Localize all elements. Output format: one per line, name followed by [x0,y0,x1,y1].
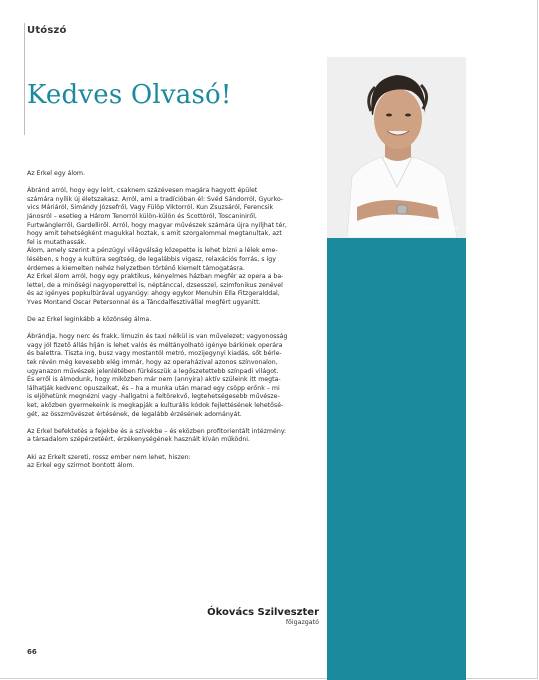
paragraph: Az Erkel egy álom. [27,170,85,177]
signature-block [207,607,319,626]
signature-role: főigazgató [285,619,319,626]
portrait-photo-icon [327,57,466,238]
paragraph: Ábránd arról, hogy egy leírt, csaknem százévesen magára hagyott épület számára nyílik új életszakasz. Arról, ami a tradícióban él: Svéd Sándorról, Gyurko- vics Máriáról, Simándy Józsefről, Vagy Fülöp Viktorról, Kun Zsuzsáról, Ferencsik Jánosról – esetleg a Három Tenorról külön-külön és Scottóról, Toscaniniről, Furtwänglerről, Gardelliről. Arról, hogy magyar művészek számára újra nyíljhat tér, hogy amit tehetségként magukkal hoztak, s amit szorgalommal megtanultak, azt fel is mutathassák. Álom, amely szerint a pénzügyi világválság közepette is lehet bízni a lélek eme- lésében, s hogy a kultúra segítség, de legalábbis vigasz, relaxációs forrás, s így érdemes a kiemelten nehéz helyzetben történő kiemelt támogatásra. Az Erkel álom arról, hogy egy praktikus, kényelmes házban megfér az opera a ba- lettel, de a minőségi nagyoperettel is, néptánccal, dzsesszel, szimfonikus zenével és az igényes popkultúrával ugyanúgy: ahogy egykor Menuhin Ella Fitzgeralddal, Yves Montand Oscar Petersonnal és a Táncdalfesztivállal megfért ugyanitt. [27,187,287,306]
paragraph: De az Erkel leginkább a közönség álma. [27,316,152,324]
section-label: Utószó [27,25,67,36]
signature-name: Ókovács Szilveszter [207,607,319,618]
photo-credit: Fotó: Emmer László [410,227,458,232]
header-rule [24,23,25,135]
portrait-photo [327,57,466,238]
page-title: Kedves Olvasó! [27,80,232,110]
letter-body [27,170,318,479]
teal-accent-block [327,238,466,680]
paragraph: Ábrándja, hogy nerc és frakk, limuzin és taxi nélkül is van művelezet; vagyonosság vagy jól fizető állás híján is lehet valós és méltányolható igénye bárkinek operára és balettra. Tiszta ing, busz vagy mostantól metró, mozijegynyi kiadás, sőt bérle- tek révén még kevesebb elég immár, hogy az operaházival azonos színvonalon, ugyanazon művészek jelenlétében fürkésszük a legőszetettebb színpadi világot. És erről is álmodunk, hogy miközben már nem (annyira) aktív szüleink itt megta- lálhatják kedvenc opuszaikat, és – ha a munka után marad egy csöpp erőnk – mi is eljöhetünk megnézni vagy -hallgatni a feltörekvő, legtehetségesebb művésze- ket, aközben gyermekeink is megkapják a kulturális kódok fejlettésének lehetősé- gét, az összművészet értésének, de legalább érzésének adományát. [27,333,288,418]
paragraph: Az Erkel befektetés a fejekbe és a szívekbe – és eközben profitorientált intézmény: a társadalom szépérzetéért, érzékenységének használt kíván működni. [27,427,287,444]
paragraph: Aki az Erkelt szereti, rossz ember nem lehet, hiszen: az Erkel egy szirmot bontott álom. [27,453,191,470]
page-number: 66 [27,648,37,656]
